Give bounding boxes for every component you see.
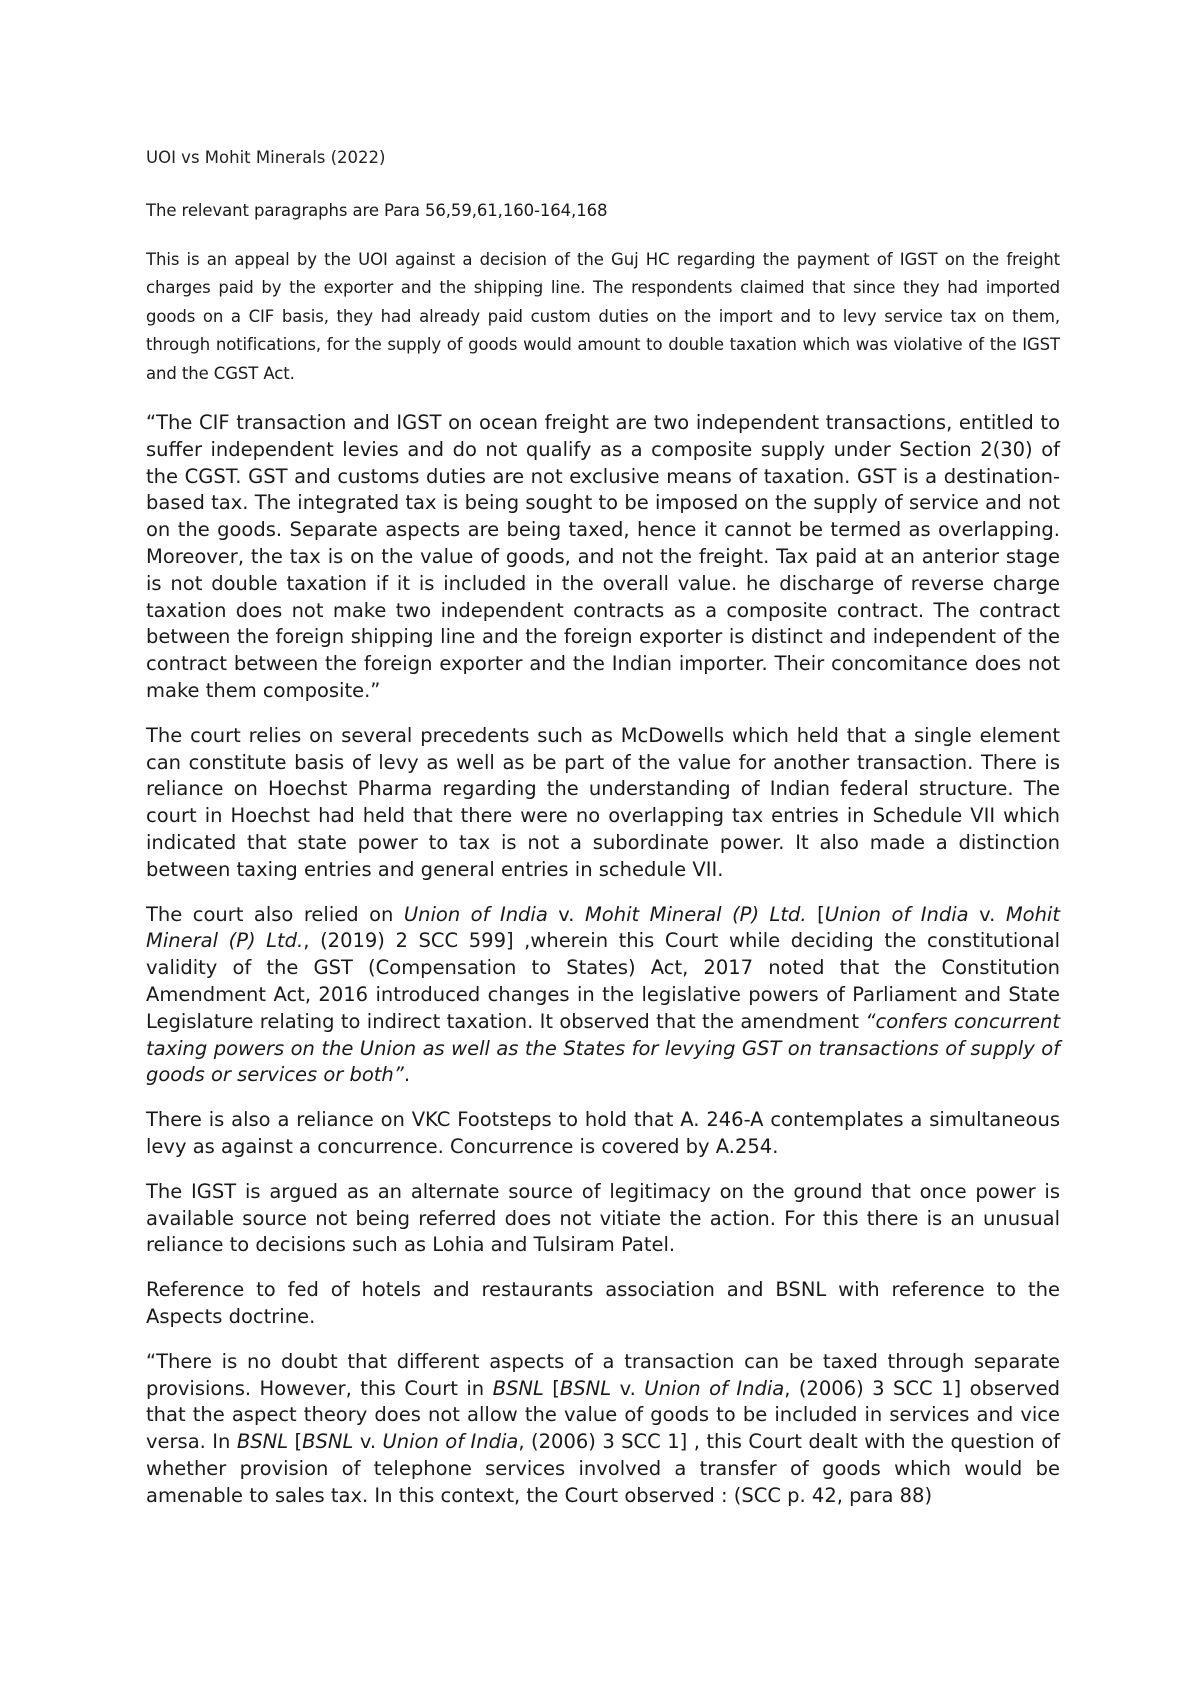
text-run: The court also relied on <box>146 902 404 926</box>
cif-quote-paragraph: “The CIF transaction and IGST on ocean freight are two independent transactions, entitled to suffer independent levies and do not qualify as a composite supply under Section 2(30) of the CGST. GST and customs duties are not exclusive means of taxation. GST is a destination-based tax. The integrated tax is being sought to be imposed on the supply of service and not on the goods. Separate aspects are being taxed, hence it cannot be termed as overlapping. Moreover, the tax is on the value of goods, and not the freight. Tax paid at an anterior stage is not double taxation if it is included in the overall value. he discharge of reverse charge taxation does not make two independent contracts as a composite contract. The contract between the foreign shipping line and the foreign exporter is distinct and independent of the contract between the foreign exporter and the Indian importer. Their concomitance does not make them composite.” <box>146 411 1060 702</box>
text-run: v. <box>547 902 585 926</box>
igst-paragraph: The IGST is argued as an alternate source of legitimacy on the ground that once power is available source not being referred does not vitiate the action. For this there is an unusual reliance to decisions such as Lohia and Tulsiram Patel. <box>146 1179 1060 1257</box>
bsnl-quote-paragraph <box>146 1349 1060 1510</box>
precedents-paragraph: The court relies on several precedents such as McDowells which held that a single element can constitute basis of levy as well as be part of the value for another transaction. There is reliance on Hoechst Pharma regarding the understanding of Indian federal structure. The court in Hoechst had held that there were no overlapping tax entries in Schedule VII which indicated that state power to tax is not a subordinate power. It also made a distinction between taxing entries and general entries in schedule VII. <box>146 723 1060 881</box>
text-run: , (2006) 3 SCC 1] , this Court dealt with the question of whether provision of telephone services involved a transfer of goods which would be amenable to sales tax. In this context, the Court observed : (SCC p. 42, para 88) <box>146 1430 1060 1507</box>
case-name: Union of India <box>403 902 548 926</box>
text-run: , (2006) 3 SCC 1] observed that the aspect theory does not allow the value of goods to be included in services and vice versa. In <box>146 1376 1061 1454</box>
mohit-mineral-paragraph <box>146 902 1060 1090</box>
case-name: BSNL <box>559 1376 612 1400</box>
document-body <box>146 148 1060 1527</box>
text-run: [ <box>288 1430 303 1454</box>
case-name: Mohit Mineral (P) Ltd. <box>584 902 807 926</box>
document-title: UOI vs Mohit Minerals (2022) <box>146 148 386 167</box>
case-name: Union of India <box>824 902 969 926</box>
case-name: Union of India <box>382 1430 519 1454</box>
intro-paragraph: This is an appeal by the UOI against a decision of the Guj HC regarding the payment of IGST on the freight charges paid by the exporter and the shipping line. The respondents claimed that since they had imported goods on a CIF basis, they had already paid custom duties on the import and to levy service tax on them, through notifications, for the supply of goods would amount to double taxation which was violative of the IGST and the CGST Act. <box>146 249 1060 383</box>
text-run: , (2019) 2 SCC 599] ,wherein this Court while deciding the constitutional validity of the GST (Compensation to States) Act, 2017 noted that the Constitution Amendment Act, 2016 introduced changes in the legislative powers of Parliament and State Legislature relating to indirect taxation. It observed that the amendment <box>146 929 1060 1033</box>
text-run: [ <box>806 902 825 926</box>
text-run: v. <box>353 1430 383 1454</box>
case-name: Mohit Mineral (P) Ltd. <box>146 902 1060 953</box>
quoted-amendment: “confers concurrent taxing powers on the Union as well as the States for levying GST on transactions of supply of goods or services or both” <box>146 1009 1060 1087</box>
fed-hotels-paragraph: Reference to fed of hotels and restaurants association and BSNL with reference to the Aspects doctrine. <box>146 1278 1060 1328</box>
case-name: BSNL <box>302 1430 354 1454</box>
text-run: v. <box>611 1376 645 1400</box>
text-run: v. <box>968 902 1006 926</box>
vkc-paragraph: There is also a reliance on VKC Footsteps to hold that A. 246-A contemplates a simultaneous levy as against a concurrence. Concurrence is covered by A.254. <box>146 1108 1060 1158</box>
text-run: “There is no doubt that different aspects of a transaction can be taxed through separate provisions. However, this Court in <box>146 1349 1060 1400</box>
text-run: [ <box>543 1376 560 1400</box>
relevant-paragraphs-line: The relevant paragraphs are Para 56,59,61,160-164,168 <box>146 201 608 220</box>
text-run: . <box>403 1063 411 1087</box>
case-name: BSNL <box>236 1430 289 1454</box>
case-name: BSNL <box>492 1376 544 1400</box>
case-name: Union of India <box>644 1376 785 1400</box>
